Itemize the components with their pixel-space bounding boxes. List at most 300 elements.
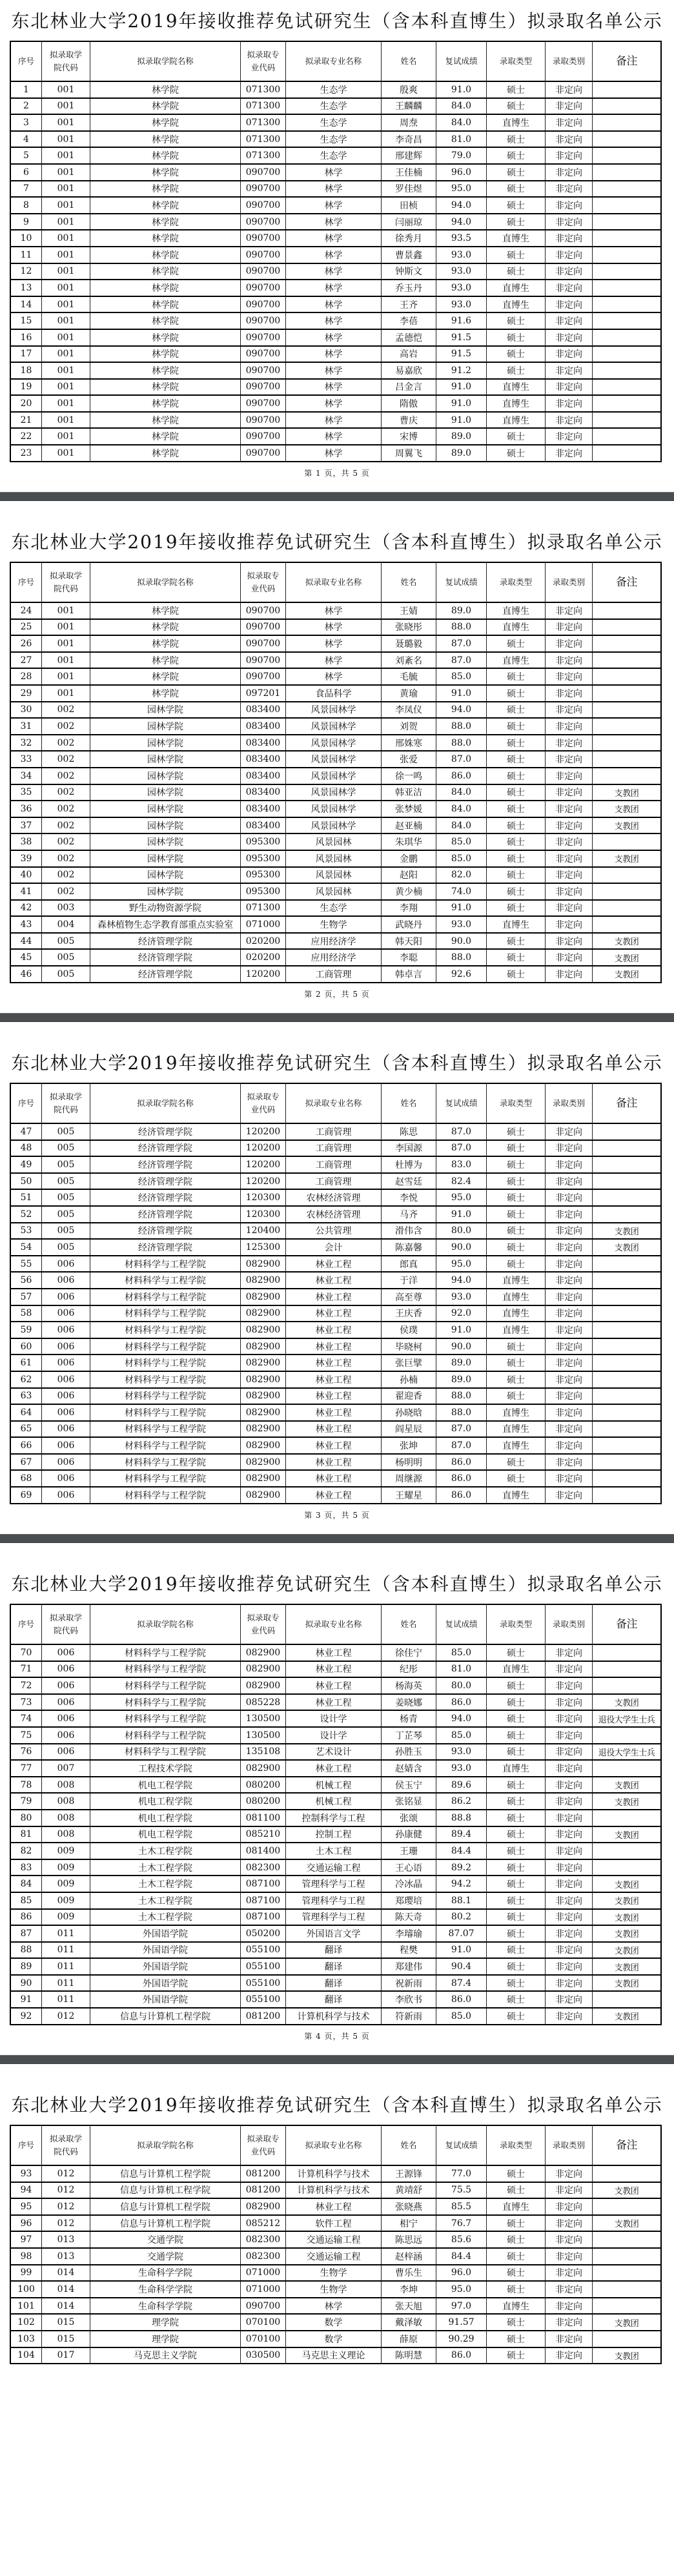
major-code-cell: 090700	[241, 264, 286, 280]
student-name-cell: 徐一鸣	[382, 768, 436, 784]
note-cell	[593, 2232, 660, 2247]
major-name-cell: 风景园林学	[286, 751, 382, 767]
admission-category-cell: 非定向	[546, 1992, 593, 2007]
admission-category-cell: 非定向	[546, 363, 593, 378]
seq-cell: 47	[11, 1124, 42, 1140]
college-code-cell: 012	[42, 2009, 90, 2024]
college-code-cell: 009	[42, 1876, 90, 1892]
seq-cell: 101	[11, 2298, 42, 2314]
admission-category-cell: 非定向	[546, 181, 593, 197]
admission-type-cell: 硕士	[487, 181, 546, 197]
table-row	[11, 2315, 660, 2331]
admission-type-cell: 直博生	[487, 115, 546, 130]
seq-cell: 100	[11, 2282, 42, 2297]
admission-table	[10, 2125, 662, 2364]
admission-type-cell: 直博生	[487, 297, 546, 312]
admission-table	[10, 41, 662, 462]
student-name-cell: 李聪	[382, 950, 436, 965]
college-code-cell: 005	[42, 1207, 90, 1222]
student-name-cell: 王齐	[382, 297, 436, 312]
score-cell: 85.0	[436, 669, 487, 684]
major-code-cell: 090700	[241, 380, 286, 395]
seq-cell: 91	[11, 1992, 42, 2007]
college-code-cell: 014	[42, 2265, 90, 2281]
admission-type-cell: 硕士	[487, 751, 546, 767]
major-code-cell: 087100	[241, 1876, 286, 1892]
note-cell	[593, 1455, 660, 1470]
column-header-note: 备注	[616, 55, 637, 68]
seq-cell: 45	[11, 950, 42, 965]
major-code-cell: 083400	[241, 818, 286, 833]
college-code-cell: 001	[42, 230, 90, 246]
college-name-cell: 林学院	[90, 380, 241, 395]
college-code-cell: 012	[42, 2166, 90, 2182]
table-row	[11, 1777, 660, 1794]
student-name-cell: 罗佳煜	[382, 181, 436, 197]
column-header-score: 复试成绩	[436, 563, 487, 602]
score-cell: 91.0	[436, 1322, 487, 1338]
admission-table	[10, 562, 662, 983]
seq-cell: 99	[11, 2265, 42, 2281]
major-name-cell: 外国语言文学	[286, 1926, 382, 1941]
college-name-cell: 园林学院	[90, 702, 241, 718]
major-name-cell: 林业工程	[286, 1695, 382, 1710]
major-code-cell: 055100	[241, 1976, 286, 1991]
table-row	[11, 1645, 660, 1662]
college-name-cell: 林学院	[90, 82, 241, 97]
major-name-cell: 林学	[286, 2298, 382, 2314]
college-name-cell: 林学院	[90, 165, 241, 180]
admission-type-cell: 硕士	[487, 818, 546, 833]
table-row	[11, 1223, 660, 1240]
admission-category-cell: 非定向	[546, 2216, 593, 2231]
table-row	[11, 1240, 660, 1256]
admission-type-cell: 直博生	[487, 1306, 546, 1322]
college-name-cell: 土木工程学院	[90, 1893, 241, 1908]
column-header-major-name: 拟录取专业名称	[286, 1605, 382, 1644]
major-code-cell: 080200	[241, 1794, 286, 1809]
college-name-cell: 林学院	[90, 396, 241, 411]
admission-type-cell: 直博生	[487, 1761, 546, 1776]
college-code-cell: 017	[42, 2348, 90, 2364]
seq-cell: 72	[11, 1678, 42, 1693]
table-row	[11, 1761, 660, 1777]
admission-category-cell: 非定向	[546, 1645, 593, 1661]
admission-category-cell: 非定向	[546, 247, 593, 263]
major-code-cell: 082900	[241, 1761, 286, 1776]
student-name-cell: 赵雪廷	[382, 1174, 436, 1189]
note-cell	[593, 1389, 660, 1404]
score-cell: 87.0	[436, 653, 487, 668]
seq-cell: 5	[11, 148, 42, 163]
admission-category-cell: 非定向	[546, 198, 593, 213]
college-code-cell: 011	[42, 1976, 90, 1991]
major-name-cell: 林业工程	[286, 1372, 382, 1387]
admission-type-cell: 硕士	[487, 99, 546, 114]
college-code-cell: 014	[42, 2282, 90, 2297]
major-name-cell: 林学	[286, 445, 382, 461]
admission-type-cell: 硕士	[487, 1876, 546, 1892]
major-code-cell: 071300	[241, 99, 286, 114]
note-cell: 支教团	[614, 855, 639, 865]
score-cell: 88.0	[436, 735, 487, 751]
admission-category-cell: 非定向	[546, 1256, 593, 1272]
note-cell	[593, 1157, 660, 1172]
note-cell: 支教团	[614, 2186, 639, 2196]
seq-cell: 51	[11, 1190, 42, 1205]
college-name-cell: 经济管理学院	[90, 1190, 241, 1205]
seq-cell: 88	[11, 1943, 42, 1958]
major-name-cell: 风景园林学	[286, 801, 382, 817]
college-name-cell: 材料科学与工程学院	[90, 1455, 241, 1470]
score-cell: 82.4	[436, 1174, 487, 1189]
college-name-cell: 交通学院	[90, 2249, 241, 2264]
admission-table	[10, 1083, 662, 1504]
note-cell: 支教团	[614, 1930, 639, 1940]
student-name-cell: 宋博	[382, 429, 436, 444]
score-cell: 85.0	[436, 851, 487, 866]
admission-type-cell: 硕士	[487, 1471, 546, 1486]
major-code-cell: 130500	[241, 1711, 286, 1726]
note-cell	[593, 1372, 660, 1387]
college-name-cell: 材料科学与工程学院	[90, 1487, 241, 1503]
table-row	[11, 2183, 660, 2200]
column-header-student-name: 姓名	[382, 563, 436, 602]
student-name-cell: 刘紊名	[382, 653, 436, 668]
admission-type-cell: 硕士	[487, 148, 546, 163]
admission-category-cell: 非定向	[546, 413, 593, 428]
seq-cell: 78	[11, 1777, 42, 1793]
score-cell: 88.8	[436, 1810, 487, 1826]
college-name-cell: 林学院	[90, 429, 241, 444]
admission-category-cell: 非定向	[546, 686, 593, 701]
column-header-admission-category: 录取类别	[546, 1084, 593, 1123]
table-row	[11, 132, 660, 148]
note-cell	[593, 751, 660, 767]
college-name-cell: 经济管理学院	[90, 1223, 241, 1239]
table-row	[11, 1306, 660, 1323]
admission-category-cell: 非定向	[546, 785, 593, 801]
admission-type-cell: 硕士	[487, 1339, 546, 1354]
note-cell	[593, 230, 660, 246]
seq-cell: 15	[11, 313, 42, 329]
score-cell: 93.0	[436, 297, 487, 312]
admission-type-cell: 硕士	[487, 1976, 546, 1991]
major-name-cell: 农林经济管理	[286, 1207, 382, 1222]
note-cell	[593, 297, 660, 312]
major-code-cell: 083400	[241, 735, 286, 751]
college-code-cell: 002	[42, 768, 90, 784]
admission-type-cell: 直博生	[487, 1438, 546, 1453]
score-cell: 82.0	[436, 868, 487, 883]
admission-category-cell: 非定向	[546, 1943, 593, 1958]
admission-type-cell: 硕士	[487, 950, 546, 965]
student-name-cell: 张颂	[382, 1810, 436, 1826]
column-header-seq: 序号	[11, 1605, 42, 1644]
score-cell: 87.0	[436, 1124, 487, 1140]
major-code-cell: 095300	[241, 868, 286, 883]
score-cell: 86.0	[436, 1992, 487, 2007]
college-code-cell: 005	[42, 1124, 90, 1140]
note-cell: 支教团	[614, 937, 639, 948]
major-code-cell: 081100	[241, 1810, 286, 1826]
college-name-cell: 野生动物资源学院	[90, 901, 241, 916]
table-row	[11, 1355, 660, 1372]
note-cell	[593, 884, 660, 899]
column-header-major-code: 拟录取专 业代码	[241, 563, 286, 602]
college-name-cell: 外国语学院	[90, 1959, 241, 1974]
college-name-cell: 经济管理学院	[90, 1240, 241, 1255]
note-cell	[593, 2282, 660, 2297]
table-row	[11, 751, 660, 768]
college-code-cell: 001	[42, 686, 90, 701]
major-name-cell: 林业工程	[286, 1455, 382, 1470]
major-code-cell: 071300	[241, 115, 286, 130]
note-cell	[593, 1141, 660, 1156]
score-cell: 86.0	[436, 1487, 487, 1503]
page-separator	[0, 1534, 674, 1543]
admission-type-cell: 硕士	[487, 2166, 546, 2182]
admission-type-cell: 硕士	[487, 165, 546, 180]
seq-cell: 102	[11, 2315, 42, 2330]
college-name-cell: 外国语学院	[90, 1976, 241, 1991]
college-name-cell: 土木工程学院	[90, 1843, 241, 1859]
note-cell	[593, 2331, 660, 2347]
college-name-cell: 林学院	[90, 363, 241, 378]
college-name-cell: 信息与计算机工程学院	[90, 2199, 241, 2214]
college-code-cell: 001	[42, 653, 90, 668]
table-row	[11, 1422, 660, 1438]
college-code-cell: 002	[42, 785, 90, 801]
table-row	[11, 230, 660, 247]
student-name-cell: 王庆香	[382, 1306, 436, 1322]
major-code-cell: 050200	[241, 1926, 286, 1941]
column-header-student-name: 姓名	[382, 1084, 436, 1123]
table-row	[11, 884, 660, 901]
college-name-cell: 林学院	[90, 686, 241, 701]
admission-category-cell: 非定向	[546, 2282, 593, 2297]
college-name-cell: 林学院	[90, 264, 241, 280]
table-row	[11, 1926, 660, 1943]
college-code-cell: 005	[42, 1223, 90, 1239]
column-header-admission-type: 录取类型	[487, 1605, 546, 1644]
column-header-note: 备注	[616, 1097, 637, 1110]
admission-category-cell: 非定向	[546, 1422, 593, 1437]
college-code-cell: 006	[42, 1678, 90, 1693]
score-cell: 86.2	[436, 1794, 487, 1809]
college-code-cell: 001	[42, 313, 90, 329]
score-cell: 90.0	[436, 1240, 487, 1255]
note-cell	[593, 280, 660, 296]
admission-type-cell: 直博生	[487, 1273, 546, 1288]
college-name-cell: 林学院	[90, 148, 241, 163]
note-cell	[593, 115, 660, 130]
major-code-cell: 125300	[241, 1240, 286, 1255]
note-cell	[593, 620, 660, 635]
admission-type-cell: 硕士	[487, 247, 546, 263]
column-header-score: 复试成绩	[436, 42, 487, 81]
table-row	[11, 901, 660, 917]
college-name-cell: 经济管理学院	[90, 950, 241, 965]
college-name-cell: 机电工程学院	[90, 1794, 241, 1809]
seq-cell: 25	[11, 620, 42, 635]
note-cell	[593, 1810, 660, 1826]
student-name-cell: 张巨擘	[382, 1355, 436, 1371]
seq-cell: 75	[11, 1728, 42, 1743]
score-cell: 85.5	[436, 2199, 487, 2214]
score-cell: 90.0	[436, 934, 487, 949]
college-code-cell: 011	[42, 1992, 90, 2007]
college-code-cell: 005	[42, 1174, 90, 1189]
column-header-major-code: 拟录取专 业代码	[241, 2126, 286, 2165]
column-header-seq: 序号	[11, 1084, 42, 1123]
seq-cell: 57	[11, 1289, 42, 1305]
major-name-cell: 工商管理	[286, 1174, 382, 1189]
admission-type-cell: 硕士	[487, 1256, 546, 1272]
seq-cell: 87	[11, 1926, 42, 1941]
note-cell	[593, 1438, 660, 1453]
college-code-cell: 002	[42, 818, 90, 833]
college-code-cell: 006	[42, 1728, 90, 1743]
note-cell	[593, 165, 660, 180]
seq-cell: 92	[11, 2009, 42, 2024]
major-code-cell: 090700	[241, 396, 286, 411]
major-name-cell: 生态学	[286, 901, 382, 916]
table-row	[11, 1695, 660, 1712]
page-title: 东北林业大学2019年接收推荐免试研究生（含本科直博生）拟录取名单公示	[11, 1573, 663, 1595]
table-row	[11, 1174, 660, 1191]
admission-category-cell: 非定向	[546, 2183, 593, 2198]
score-cell: 80.2	[436, 1910, 487, 1925]
college-name-cell: 林学院	[90, 181, 241, 197]
major-name-cell: 计算机科学与技术	[286, 2166, 382, 2182]
table-row	[11, 445, 660, 462]
major-code-cell: 071300	[241, 82, 286, 97]
note-cell: 支教团	[614, 1830, 639, 1841]
admission-category-cell: 非定向	[546, 1827, 593, 1843]
student-name-cell: 陈天奇	[382, 1910, 436, 1925]
table-row	[11, 768, 660, 785]
student-name-cell: 姜晓娜	[382, 1695, 436, 1710]
student-name-cell: 张梦媛	[382, 801, 436, 817]
admission-category-cell: 非定向	[546, 1339, 593, 1354]
admission-category-cell: 非定向	[546, 297, 593, 312]
college-name-cell: 信息与计算机工程学院	[90, 2009, 241, 2024]
admission-category-cell: 非定向	[546, 1777, 593, 1793]
college-name-cell: 材料科学与工程学院	[90, 1678, 241, 1693]
major-name-cell: 林学	[286, 363, 382, 378]
score-cell: 93.0	[436, 1744, 487, 1760]
admission-type-cell: 硕士	[487, 1174, 546, 1189]
college-code-cell: 002	[42, 751, 90, 767]
admission-type-cell: 直博生	[487, 2199, 546, 2214]
score-cell: 91.5	[436, 330, 487, 345]
major-code-cell: 083400	[241, 702, 286, 718]
admission-type-cell: 硕士	[487, 2009, 546, 2024]
admission-type-cell: 硕士	[487, 1124, 546, 1140]
table-row	[11, 181, 660, 198]
college-code-cell: 005	[42, 950, 90, 965]
score-cell: 87.07	[436, 1926, 487, 1941]
seq-cell: 50	[11, 1174, 42, 1189]
column-header-score: 复试成绩	[436, 1605, 487, 1644]
major-name-cell: 林业工程	[286, 1645, 382, 1661]
major-name-cell: 数学	[286, 2331, 382, 2347]
admission-category-cell: 非定向	[546, 2348, 593, 2364]
student-name-cell: 于洋	[382, 1273, 436, 1288]
score-cell: 94.0	[436, 702, 487, 718]
note-cell	[593, 1306, 660, 1322]
score-cell: 88.0	[436, 950, 487, 965]
college-name-cell: 经济管理学院	[90, 1124, 241, 1140]
score-cell: 93.5	[436, 230, 487, 246]
major-name-cell: 风景园林学	[286, 768, 382, 784]
admission-type-cell: 直博生	[487, 1322, 546, 1338]
major-name-cell: 翻译	[286, 1976, 382, 1991]
table-row	[11, 1943, 660, 1959]
seq-cell: 61	[11, 1355, 42, 1371]
student-name-cell: 陈嘉馨	[382, 1240, 436, 1255]
table-row	[11, 1190, 660, 1207]
table-row	[11, 1124, 660, 1141]
table-row	[11, 2249, 660, 2265]
score-cell: 94.2	[436, 1876, 487, 1892]
major-code-cell: 020200	[241, 950, 286, 965]
major-name-cell: 数学	[286, 2315, 382, 2330]
seq-cell: 33	[11, 751, 42, 767]
major-name-cell: 艺术设计	[286, 1744, 382, 1760]
college-name-cell: 园林学院	[90, 818, 241, 833]
document-page	[0, 501, 674, 1013]
student-name-cell: 侯玉宁	[382, 1777, 436, 1793]
seq-cell: 55	[11, 1256, 42, 1272]
score-cell: 91.0	[436, 1207, 487, 1222]
seq-cell: 62	[11, 1372, 42, 1387]
admission-category-cell: 非定向	[546, 429, 593, 444]
page-number-footer: 第 4 页，共 5 页	[304, 2031, 370, 2041]
college-name-cell: 园林学院	[90, 735, 241, 751]
admission-category-cell: 非定向	[546, 1843, 593, 1859]
college-code-cell: 009	[42, 1860, 90, 1876]
table-row	[11, 280, 660, 297]
seq-cell: 40	[11, 868, 42, 883]
score-cell: 87.4	[436, 1976, 487, 1991]
admission-type-cell: 硕士	[487, 1926, 546, 1941]
college-code-cell: 006	[42, 1471, 90, 1486]
major-name-cell: 生态学	[286, 82, 382, 97]
admission-type-cell: 直博生	[487, 653, 546, 668]
college-code-cell: 008	[42, 1777, 90, 1793]
admission-type-cell: 硕士	[487, 1810, 546, 1826]
major-name-cell: 林业工程	[286, 1273, 382, 1288]
note-cell	[593, 1843, 660, 1859]
admission-type-cell: 直博生	[487, 1405, 546, 1420]
table-row	[11, 1876, 660, 1893]
admission-category-cell: 非定向	[546, 1910, 593, 1925]
score-cell: 93.0	[436, 264, 487, 280]
admission-type-cell: 硕士	[487, 2216, 546, 2231]
major-name-cell: 风景园林	[286, 884, 382, 899]
college-code-cell: 001	[42, 396, 90, 411]
table-row	[11, 297, 660, 314]
major-name-cell: 工商管理	[286, 966, 382, 982]
major-code-cell: 090700	[241, 198, 286, 213]
column-header-major-code: 拟录取专 业代码	[241, 42, 286, 81]
admission-type-cell: 直博生	[487, 413, 546, 428]
score-cell: 88.0	[436, 719, 487, 734]
table-row	[11, 214, 660, 231]
admission-category-cell: 非定向	[546, 148, 593, 163]
